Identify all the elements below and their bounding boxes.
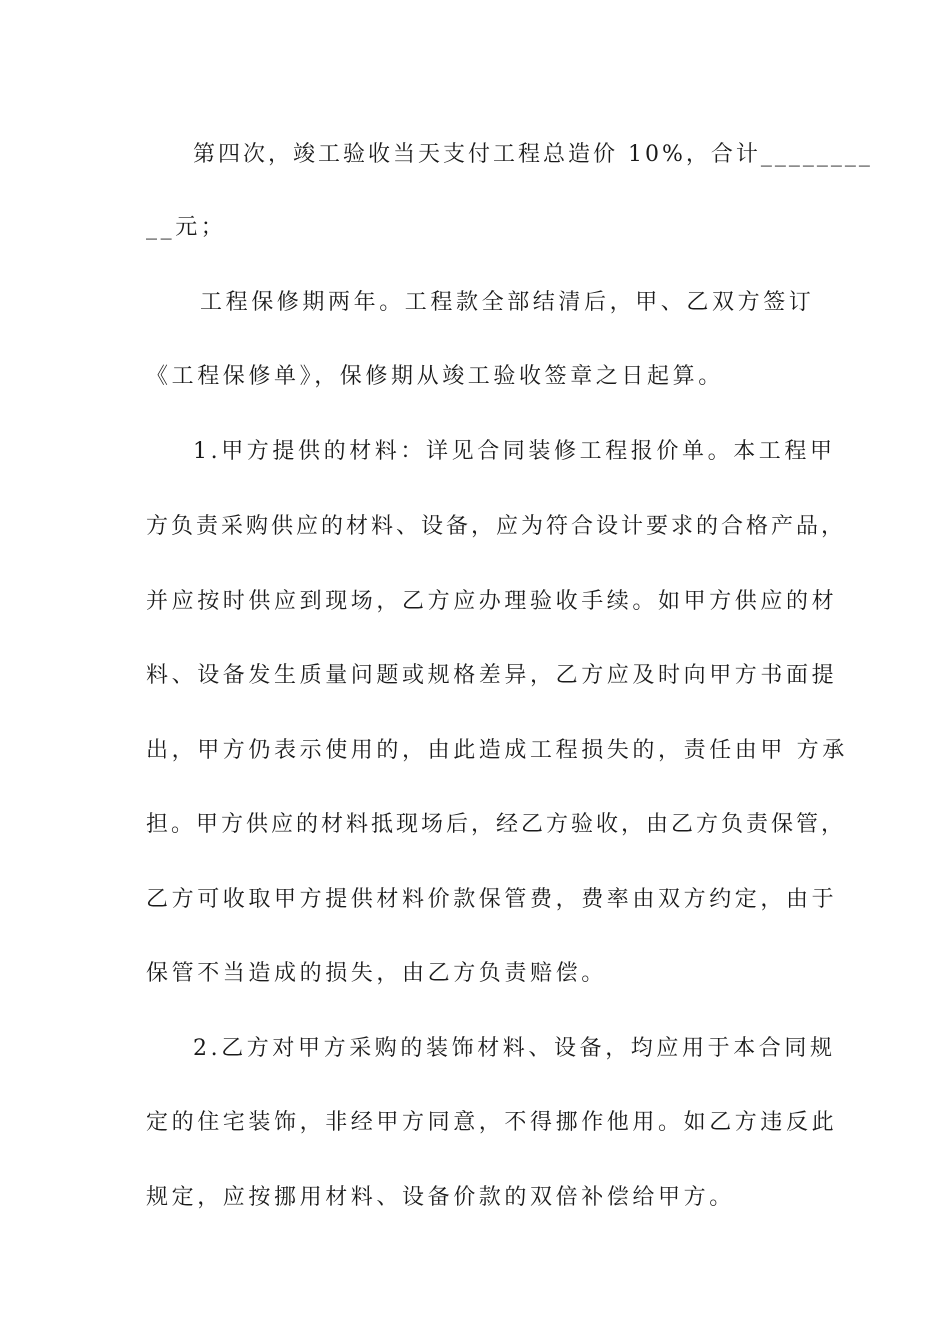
paragraph-line: 保管不当造成的损失，由乙方负责赔偿。 <box>146 961 607 986</box>
paragraph-line: 方负责采购供应的材料、设备，应为符合设计要求的合格产品， <box>146 514 847 539</box>
paragraph-line: 担。甲方供应的材料抵现场后，经乙方验收，由乙方负责保管， <box>146 812 847 837</box>
paragraph-line: 1.甲方提供的材料：详见合同装修工程报价单。本工程甲 <box>193 439 836 464</box>
paragraph-line: 并应按时供应到现场，乙方应办理验收手续。如甲方供应的材 <box>146 589 838 614</box>
paragraph-line: __元； <box>146 215 227 240</box>
paragraph-line: 出，甲方仍表示使用的，由此造成工程损失的，责任由甲 方承 <box>146 738 848 763</box>
paragraph-line: 规定，应按挪用材料、设备价款的双倍补偿给甲方。 <box>146 1185 735 1210</box>
paragraph-line: 2.乙方对甲方采购的装饰材料、设备，均应用于本合同规 <box>193 1036 836 1061</box>
paragraph-line: 第四次，竣工验收当天支付工程总造价 10%，合计________ <box>193 142 873 167</box>
paragraph-line: 料、设备发生质量问题或规格差异，乙方应及时向甲方书面提 <box>146 663 838 688</box>
paragraph-line: 定的住宅装饰，非经甲方同意，不得挪作他用。如乙方违反此 <box>146 1110 838 1135</box>
paragraph-line: 乙方可收取甲方提供材料价款保管费，费率由双方约定，由于 <box>146 887 838 912</box>
paragraph-line: 《工程保修单》，保修期从竣工验收签章之日起算。 <box>146 364 724 389</box>
paragraph-line: 工程保修期两年。工程款全部结清后，甲、乙双方签订 <box>200 290 815 315</box>
